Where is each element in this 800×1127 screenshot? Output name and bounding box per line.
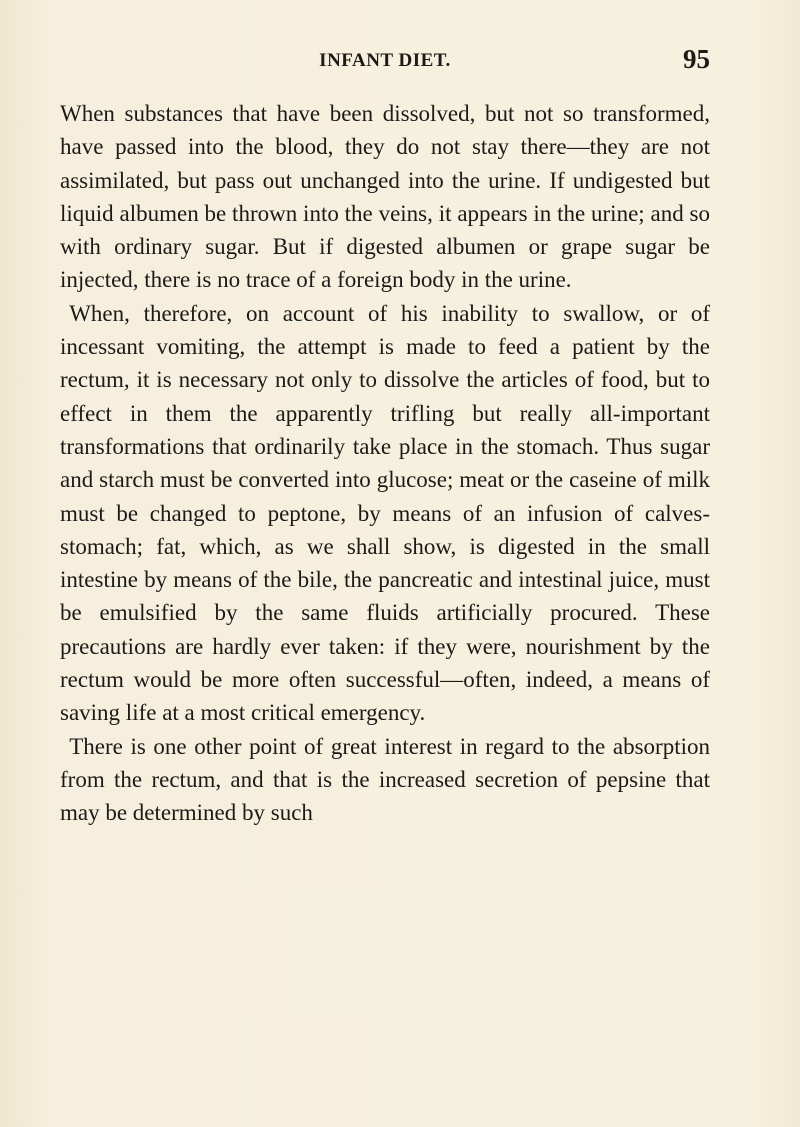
page-number: 95	[683, 44, 710, 74]
page-header	[60, 44, 710, 74]
paragraph-1: When substances that have been dissolved, but not so transformed, have passed into the blood, they do not stay there—they are not assimilated, but pass out unchanged into the urine. If undigested but liquid albumen be thrown into the veins, it appears in the urine; and so with ordinary sugar. But if digested albumen or grape sugar be injected, there is no trace of a foreign body in the urine.	[60, 101, 710, 293]
body-text	[60, 97, 710, 830]
paragraph-2: When, therefore, on account of his inability to swallow, or of incessant vomiting, the attempt is made to feed a patient by the rectum, it is necessary not only to dissolve the articles of food, but to effect in them the apparently trifling but really all-important transformations that ordinarily take place in the stomach. Thus sugar and starch must be converted into glucose; meat or the caseine of milk must be changed to peptone, by means of an infusion of calves-stomach; fat, which, as we shall show, is digested in the small intestine by means of the bile, the pancreatic and intestinal juice, must be emulsified by the same fluids artificially procured. These precautions are hardly ever taken: if they were, nourishment by the rectum would be more often successful—often, indeed, a means of saving life at a most critical emergency.	[60, 300, 710, 726]
running-head: INFANT DIET.	[319, 50, 451, 71]
paragraph-3: There is one other point of great interest in regard to the absorption from the rectum, and that is the increased secretion of pepsine that may be determined by such	[60, 733, 710, 826]
